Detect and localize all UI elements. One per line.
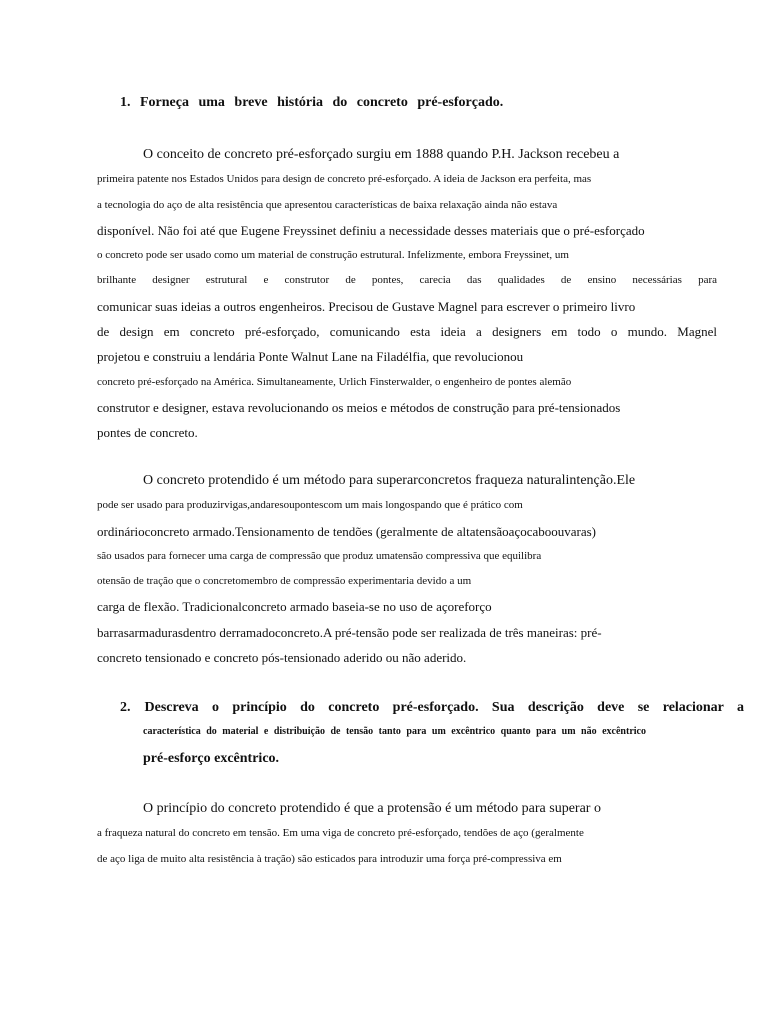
paragraph-line: barrasarmadurasdentro derramadoconcreto.A pré-tensão pode ser realizada de três maneiras: pré-	[97, 624, 602, 640]
paragraph-3	[97, 796, 717, 872]
paragraph-line: comunicar suas ideias a outros engenheiros. Precisou de Gustave Magnel para escrever o primeiro livro	[97, 298, 636, 314]
paragraph-line: o concreto pode ser usado como um material de construção estrutural. Infelizmente, embora Freyssinet, um	[97, 249, 569, 262]
paragraph-line: são usados para fornecer uma carga de compressão que produz umatensão compressiva que equilibra	[97, 549, 542, 562]
paragraph-line: pode ser usado para produzirvigas,andaresoupontescom um mais longospando que é prático com	[97, 499, 523, 512]
paragraph-line: otensão de tração que o concretomembro de compressão experimentaria devido a um	[97, 575, 472, 588]
question-1-title: Forneça uma breve história do concreto pré-esforçado.	[140, 95, 504, 110]
paragraph-line: carga de flexão. Tradicionalconcreto armado baseia-se no uso de açoreforço	[97, 599, 492, 615]
paragraph-line: O princípio do concreto protendido é que a protensão é um método para superar o	[143, 801, 601, 816]
question-2-title-line-2: característica do material e distribuição de tensão tanto para um excêntrico quanto para um não excêntrico	[143, 726, 646, 737]
paragraph-line: projetou e construiu a lendária Ponte Walnut Lane na Filadélfia, que revolucionou	[97, 349, 524, 365]
paragraph-1	[97, 142, 717, 446]
paragraph-line: de aço liga de muito alta resistência à tração) são esticados para introduzir uma força pré-compressiva em	[97, 852, 562, 865]
paragraph-line: concreto tensionado e concreto pós-tensionado aderido ou não aderido.	[97, 650, 467, 666]
paragraph-line: de design em concreto pré-esforçado, comunicando esta ideia a designers em todo o mundo. Magnel	[97, 324, 717, 340]
question-2-title-line-1: Descreva o princípio do concreto pré-esforçado. Sua descrição deve se relacionar a	[144, 700, 744, 715]
paragraph-line: a tecnologia do aço de alta resistência que apresentou características de baixa relaxação ainda não estava	[97, 198, 558, 211]
paragraph-line: pontes de concreto.	[97, 425, 198, 441]
paragraph-line: primeira patente nos Estados Unidos para design de concreto pré-esforçado. A ideia de Jackson era perfeita, mas	[97, 173, 592, 186]
paragraph-line: ordinárioconcreto armado.Tensionamento de tendões (geralmente de altatensãoaçocaboouvaras)	[97, 523, 597, 539]
paragraph-line: construtor e designer, estava revolucionando os meios e métodos de construção para pré-tensionados	[97, 399, 621, 415]
paragraph-line: a fraqueza natural do concreto em tensão. Em uma viga de concreto pré-esforçado, tendões de aço (geralmente	[97, 827, 584, 840]
paragraph-line: disponível. Não foi até que Eugene Freyssinet definiu a necessidade desses materiais que o pré-esforçado	[97, 222, 645, 238]
paragraph-line: O conceito de concreto pré-esforçado surgiu em 1888 quando P.H. Jackson recebeu a	[143, 147, 620, 162]
paragraph-line: brilhante designer estrutural e construtor de pontes, carecia das qualidades de ensino necessárias para	[97, 274, 717, 287]
question-2-title-line-3: pré-esforço excêntrico.	[143, 751, 280, 766]
question-1-heading	[120, 94, 503, 112]
question-2-heading	[120, 699, 744, 717]
question-1-number: 1.	[120, 95, 131, 110]
paragraph-line: O concreto protendido é um método para superarconcretos fraqueza naturalintenção.Ele	[143, 473, 636, 488]
question-2-number: 2.	[120, 700, 131, 715]
paragraph-2	[97, 468, 717, 670]
paragraph-line: concreto pré-esforçado na América. Simultaneamente, Urlich Finsterwalder, o engenheiro de pontes alemão	[97, 375, 572, 388]
